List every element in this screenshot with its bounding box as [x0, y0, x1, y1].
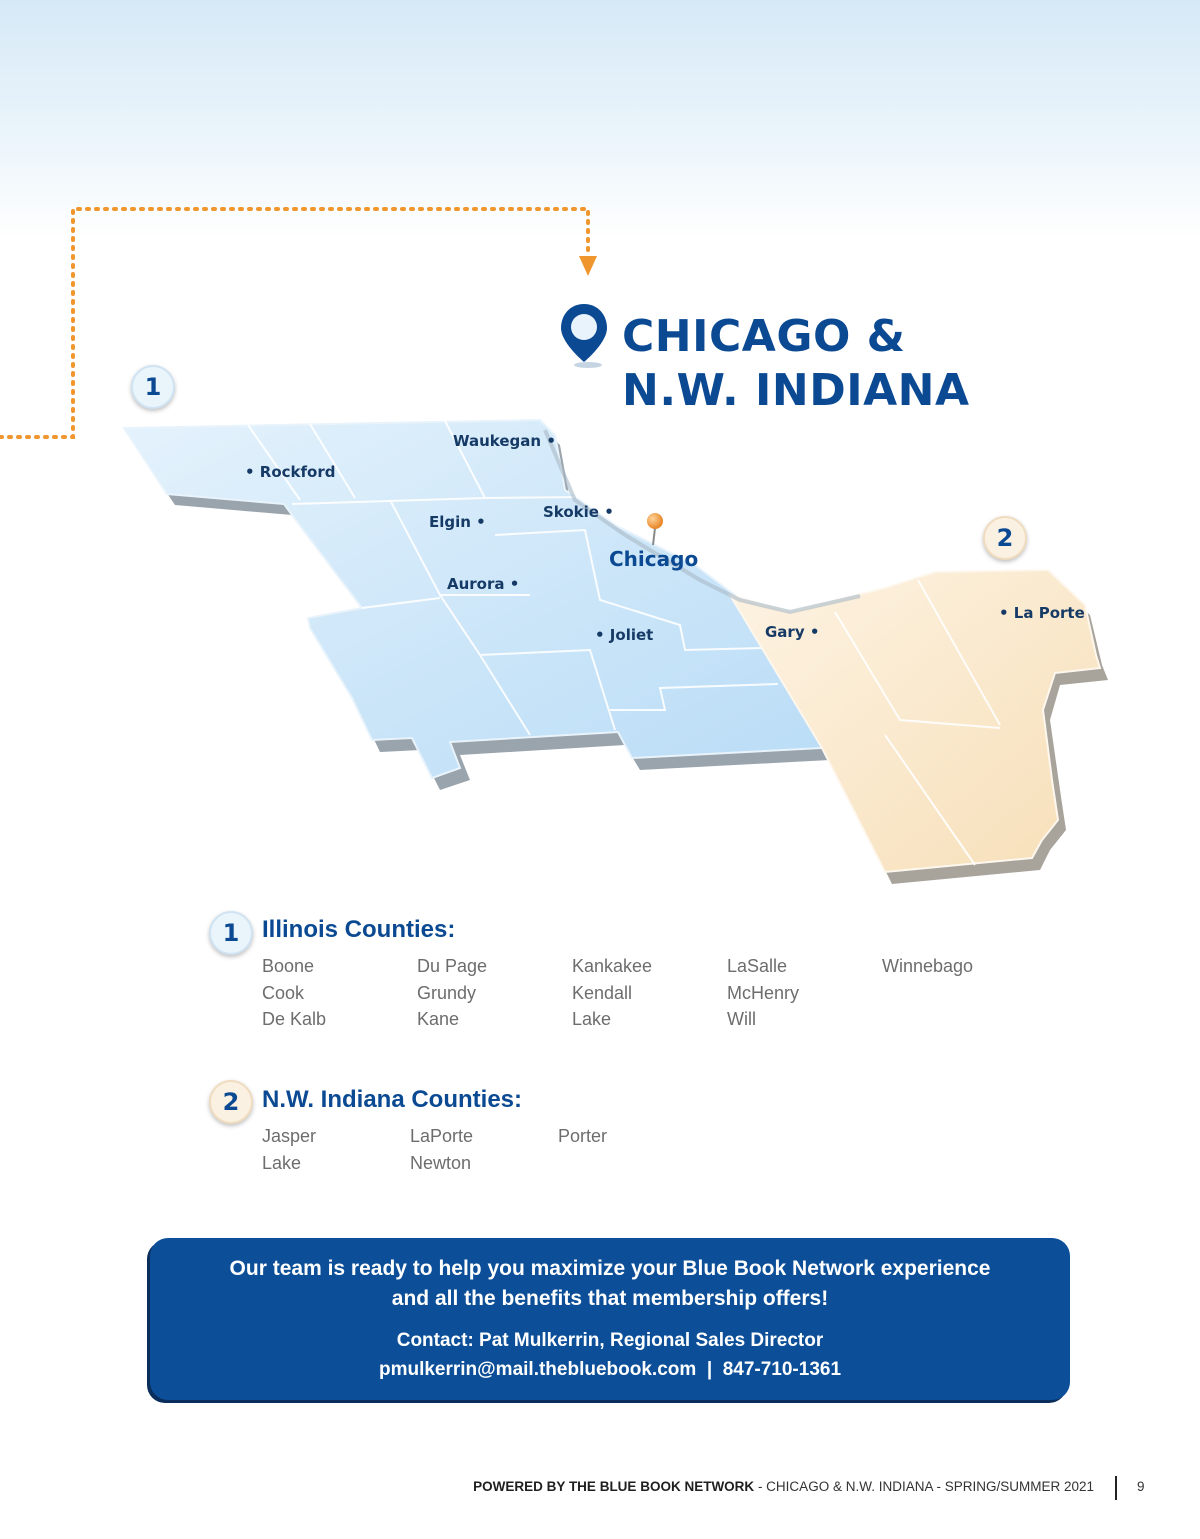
county-item: LaSalle	[727, 956, 788, 976]
county-item: Kankakee	[572, 956, 653, 976]
page-number: 9	[1137, 1479, 1145, 1494]
title-line-1: CHICAGO &	[622, 311, 906, 362]
page-title	[622, 310, 970, 418]
title-line-2: N.W. INDIANA	[622, 365, 970, 416]
city-label-joliet: • Joliet	[595, 626, 654, 644]
county-item: LaPorte	[410, 1126, 474, 1146]
indiana-counties-heading: N.W. Indiana Counties:	[262, 1086, 523, 1113]
city-label-chicago: Chicago	[609, 547, 699, 571]
page-footer	[473, 1479, 1094, 1494]
footer-divider	[1115, 1476, 1117, 1500]
contact-email-phone[interactable]: pmulkerrin@mail.thebluebook.com | 847-710-1361	[378, 1359, 842, 1380]
city-label-la-porte: • La Porte	[999, 604, 1085, 622]
county-item: Winnebago	[882, 956, 974, 976]
city-label-rockford: • Rockford	[245, 463, 336, 481]
location-pin-icon	[561, 304, 607, 368]
county-item: Porter	[558, 1126, 608, 1146]
route-arrow-icon	[579, 256, 597, 276]
illinois-counties-heading: Illinois Counties:	[262, 916, 456, 943]
county-item: Jasper	[262, 1126, 317, 1146]
city-label-elgin: Elgin •	[429, 513, 486, 531]
illinois-section-badge: 1	[209, 911, 253, 955]
region-1-map-badge: 1	[131, 365, 175, 409]
illinois-county-list	[262, 953, 1037, 1033]
county-item: Newton	[410, 1152, 472, 1173]
county-item: Cook	[262, 982, 305, 1003]
county-item: Lake	[572, 1009, 612, 1029]
county-item: Du Page	[417, 956, 488, 976]
city-label-gary: Gary •	[765, 623, 820, 641]
contact-name: Contact: Pat Mulkerrin, Regional Sales Director	[396, 1330, 824, 1351]
county-item: Boone	[262, 956, 315, 976]
county-item: Kendall	[572, 982, 633, 1003]
callout-message	[150, 1254, 1070, 1314]
callout-line-1: Our team is ready to help you maximize your Blue Book Network experience	[229, 1257, 991, 1280]
city-label-skokie: Skokie •	[543, 503, 614, 521]
county-item: McHenry	[727, 982, 800, 1003]
callout-line-2: and all the benefits that membership offers!	[391, 1287, 829, 1310]
city-label-waukegan: Waukegan •	[453, 432, 556, 450]
route-dotted-line	[0, 209, 597, 437]
county-item: Kane	[417, 1009, 460, 1029]
county-item: Lake	[262, 1152, 302, 1173]
contact-callout-box	[150, 1238, 1070, 1400]
callout-contact	[150, 1326, 1070, 1384]
footer-brand: POWERED BY THE BLUE BOOK NETWORK	[473, 1479, 755, 1494]
county-item: De Kalb	[262, 1009, 327, 1029]
region-2-map-badge: 2	[983, 516, 1027, 560]
illinois-region-shape	[124, 420, 830, 790]
footer-edition: - CHICAGO & N.W. INDIANA - SPRING/SUMMER 2021	[754, 1479, 1094, 1494]
county-item: Will	[727, 1009, 756, 1029]
indiana-county-list	[262, 1123, 706, 1176]
indiana-section-badge: 2	[209, 1080, 253, 1124]
county-item: Grundy	[417, 982, 477, 1003]
city-label-aurora: Aurora •	[447, 575, 520, 593]
chicago-pin-icon	[647, 513, 663, 545]
